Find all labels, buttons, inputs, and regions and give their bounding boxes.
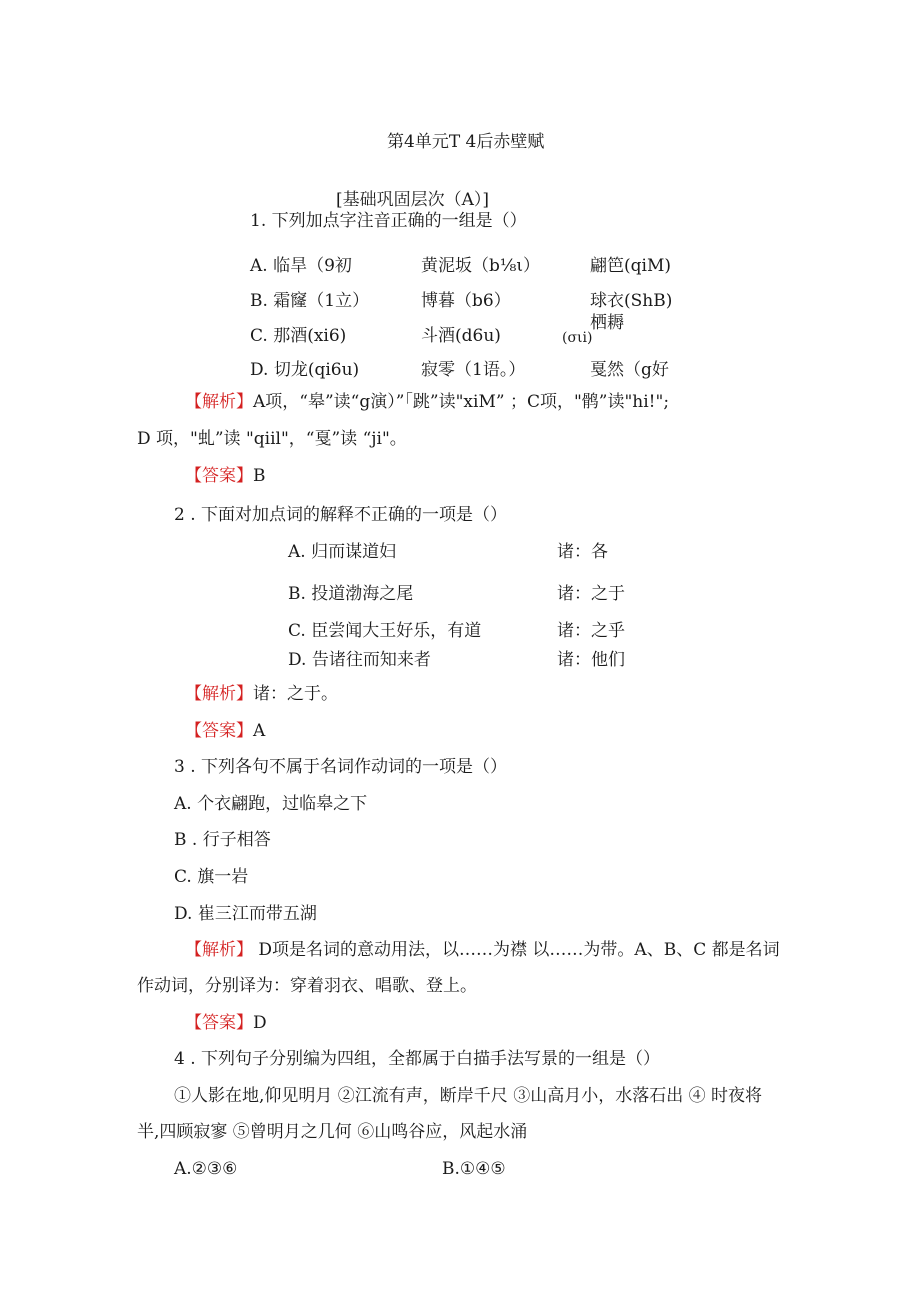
- analysis-tag: 【解析】: [185, 940, 253, 960]
- q1-opt-a-1: A. 临旱（9初: [250, 256, 352, 276]
- q1-opt-b-3: 球衣(ShB): [590, 291, 673, 311]
- answer-value: A: [253, 721, 266, 741]
- answer-tag: 【答案】: [185, 721, 253, 741]
- q1-opt-c-1: C. 那酒(xi6): [250, 326, 347, 346]
- section-heading: [基础巩固层次（A）]: [336, 190, 490, 210]
- q1-opt-a-2: 黄泥坂（b⅛ι）: [421, 256, 541, 276]
- q3-stem: 3 . 下列各句不属于名词作动词的一项是（）: [174, 757, 508, 777]
- page-title: 第4单元T 4后赤壁赋: [387, 132, 545, 152]
- q2-opt-b: B. 投道渤海之尾: [288, 584, 414, 604]
- answer-value: B: [253, 466, 266, 486]
- q2-analysis: [185, 679, 338, 704]
- analysis-text: 诸：之于。: [253, 684, 338, 704]
- q3-analysis-line-1: [185, 935, 780, 960]
- q4-sentences-line-2: 半,四顾寂寥 ⑤曾明月之几何 ⑥山鸣谷应，风起水涌: [137, 1122, 528, 1142]
- q1-opt-c-3: 栖耨: [590, 313, 624, 333]
- q3-answer: [185, 1008, 267, 1033]
- analysis-tag: 【解析】: [185, 684, 253, 704]
- q2-opt-c: C. 臣尝闻大王好乐，有道: [288, 621, 482, 641]
- analysis-text: A项，“皋”读“g演）”「跳”读"xiM” ；C项，"鹘”读"hi!";: [253, 392, 670, 412]
- q1-opt-d-3: 戛然（g好: [590, 360, 669, 380]
- answer-tag: 【答案】: [185, 466, 253, 486]
- q3-opt-d: D. 崔三江而带五湖: [174, 904, 317, 924]
- q4-opt-a: A.②③⑥: [174, 1159, 238, 1179]
- q2-opt-d: D. 告诸往而知来者: [288, 650, 431, 670]
- q1-stem: 1. 下列加点字注音正确的一组是（）: [250, 211, 527, 231]
- analysis-text: D项是名词的意动用法，以……为襟 以……为带。A、B、C 都是名词: [253, 940, 780, 960]
- q1-opt-c-extra: (σιi): [562, 330, 593, 346]
- q1-opt-d-1: D. 切龙(qi6u): [250, 360, 360, 380]
- q1-analysis-line-2: D 项，"虬”读 "qiil"，“戛”读 “ji"。: [137, 429, 407, 449]
- answer-tag: 【答案】: [185, 1013, 253, 1033]
- analysis-tag: 【解析】: [185, 392, 253, 412]
- q2-opt-a-gloss: 诸：各: [557, 542, 608, 562]
- q1-opt-d-2: 寂零（1语。）: [421, 360, 526, 380]
- q1-opt-c-2: 斗酒(d6u): [421, 326, 501, 346]
- q1-opt-b-2: 博暮（b6）: [421, 291, 511, 311]
- q3-analysis-line-2: 作动词，分别译为：穿着羽衣、唱歌、登上。: [137, 976, 477, 996]
- q1-opt-b-1: B. 霜窿（1立）: [250, 291, 370, 311]
- q2-opt-c-gloss: 诸：之乎: [557, 621, 625, 641]
- q3-opt-a: A. 个衣翩跑，过临皋之下: [174, 794, 368, 814]
- q4-opt-b: B.①④⑤: [442, 1159, 506, 1179]
- q1-answer: [185, 461, 266, 486]
- q3-opt-b: B . 行子相答: [174, 830, 271, 850]
- q4-sentences-line-1: ①人影在地,仰见明月 ②江流有声，断岸千尺 ③山高月小，水落石出 ④ 时夜将: [174, 1086, 763, 1106]
- q2-opt-d-gloss: 诸：他们: [557, 650, 625, 670]
- q3-opt-c: C. 旗一岩: [174, 867, 249, 887]
- q2-opt-a: A. 归而谋道妇: [288, 542, 397, 562]
- q2-opt-b-gloss: 诸：之于: [557, 584, 625, 604]
- q1-opt-a-3: 翩笆(qiM): [590, 256, 671, 276]
- answer-value: D: [253, 1013, 267, 1033]
- q1-analysis-line-1: [185, 387, 669, 412]
- q2-stem: 2 . 下面对加点词的解释不正确的一项是（）: [174, 505, 508, 525]
- q2-answer: [185, 716, 265, 741]
- q4-stem: 4 . 下列句子分别编为四组，全都属于白描手法写景的一组是（）: [174, 1049, 661, 1069]
